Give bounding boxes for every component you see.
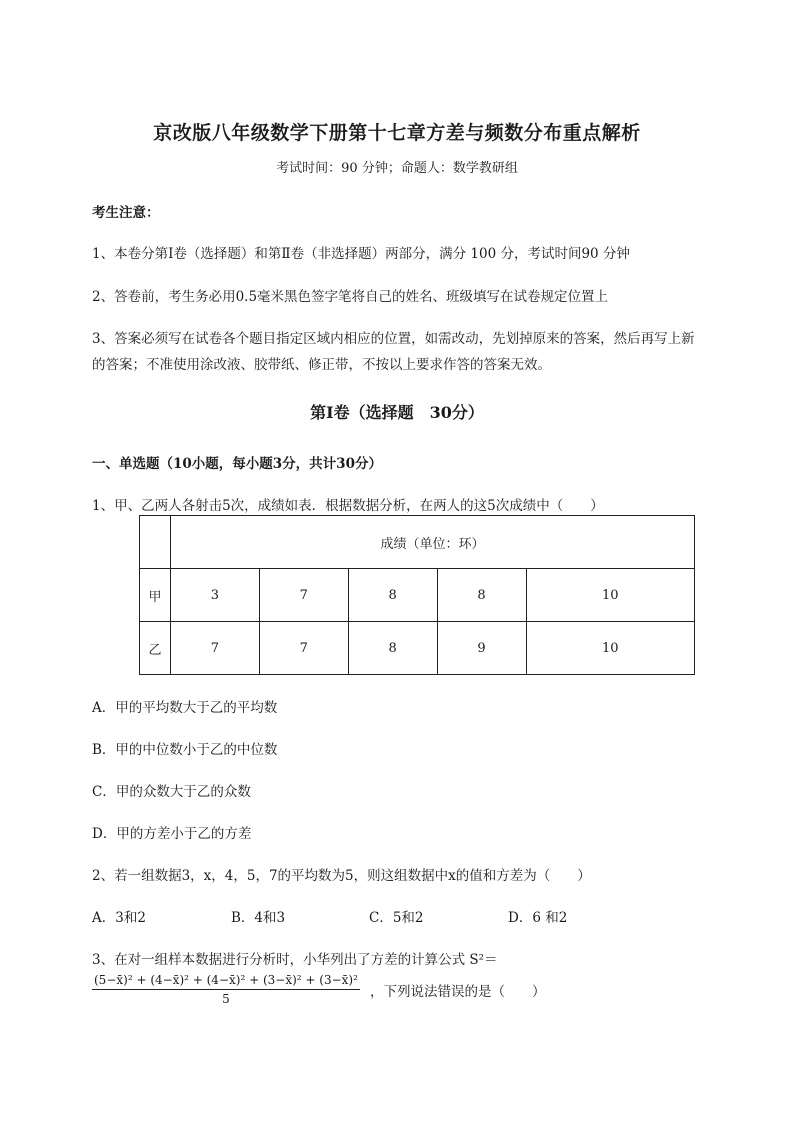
q2-option-d: D．6 和2 [508,910,568,926]
q1-option-d: D．甲的方差小于乙的方差 [92,826,252,842]
q1-option-b: B．甲的中位数小于乙的中位数 [92,742,278,758]
q1-option-c: C．甲的众数大于乙的众数 [92,784,251,800]
row-label-jia: 甲 [140,569,171,622]
table-cell: 8 [437,569,526,622]
table-cell: 10 [526,622,695,675]
formula-denominator: 5 [222,992,230,1006]
table-cell: 9 [437,622,526,675]
score-table [139,515,695,675]
table-cell: 7 [171,622,260,675]
table-cell: 10 [526,569,695,622]
table-corner-cell [140,516,171,569]
question-3-tail: ，下列说法错误的是（ ） [370,984,546,1000]
question-1-stem: 1、甲、乙两人各射击5次，成绩如表．根据数据分析，在两人的这5次成绩中（ ） [92,498,604,514]
table-row [140,622,695,675]
table-cell: 3 [171,569,260,622]
table-cell: 7 [259,569,348,622]
section-title: 第Ⅰ卷（选择题 30分） [310,403,484,422]
question-2-stem: 2、若一组数据3，x，4，5，7的平均数为5，则这组数据中x的值和方差为（ ） [92,868,591,884]
row-label-yi: 乙 [140,622,171,675]
table-cell: 8 [348,622,437,675]
page-title: 京改版八年级数学下册第十七章方差与频数分布重点解析 [153,122,641,144]
table-header-row [140,516,695,569]
table-row [140,569,695,622]
variance-formula [92,973,360,1006]
page-subtitle: 考试时间：90 分钟；命题人：数学教研组 [276,161,518,176]
notice-heading: 考生注意： [92,205,160,221]
q2-option-b: B．4和3 [231,910,286,926]
notice-item-3-cont: 的答案；不准使用涂改液、胶带纸、修正带，不按以上要求作答的答案无效。 [92,357,551,373]
table-cell: 8 [348,569,437,622]
q1-option-a: A．甲的平均数大于乙的平均数 [92,700,278,716]
table-header-cell: 成绩（单位：环） [171,516,695,569]
formula-numerator: (5−x̄)² + (4−x̄)² + (4−x̄)² + (3−x̄)² + (3−x̄)² [92,973,360,990]
notice-item-3: 3、答案必须写在试卷各个题目指定区域内相应的位置，如需改动，先划掉原来的答案，然后再写上新 [92,331,695,347]
q2-option-c: C．5和2 [369,910,424,926]
notice-item-1: 1、本卷分第Ⅰ卷（选择题）和第Ⅱ卷（非选择题）两部分，满分 100 分，考试时间90 分钟 [92,246,630,262]
table-cell: 7 [259,622,348,675]
notice-item-2: 2、答卷前，考生务必用0.5毫米黑色签字笔将自己的姓名、班级填写在试卷规定位置上 [92,289,609,305]
question-3-stem: 3、在对一组样本数据进行分析时，小华列出了方差的计算公式 S²＝ [92,952,498,968]
part-heading: 一、单选题（10小题，每小题3分，共计30分） [92,456,382,472]
q2-option-a: A．3和2 [92,910,146,926]
